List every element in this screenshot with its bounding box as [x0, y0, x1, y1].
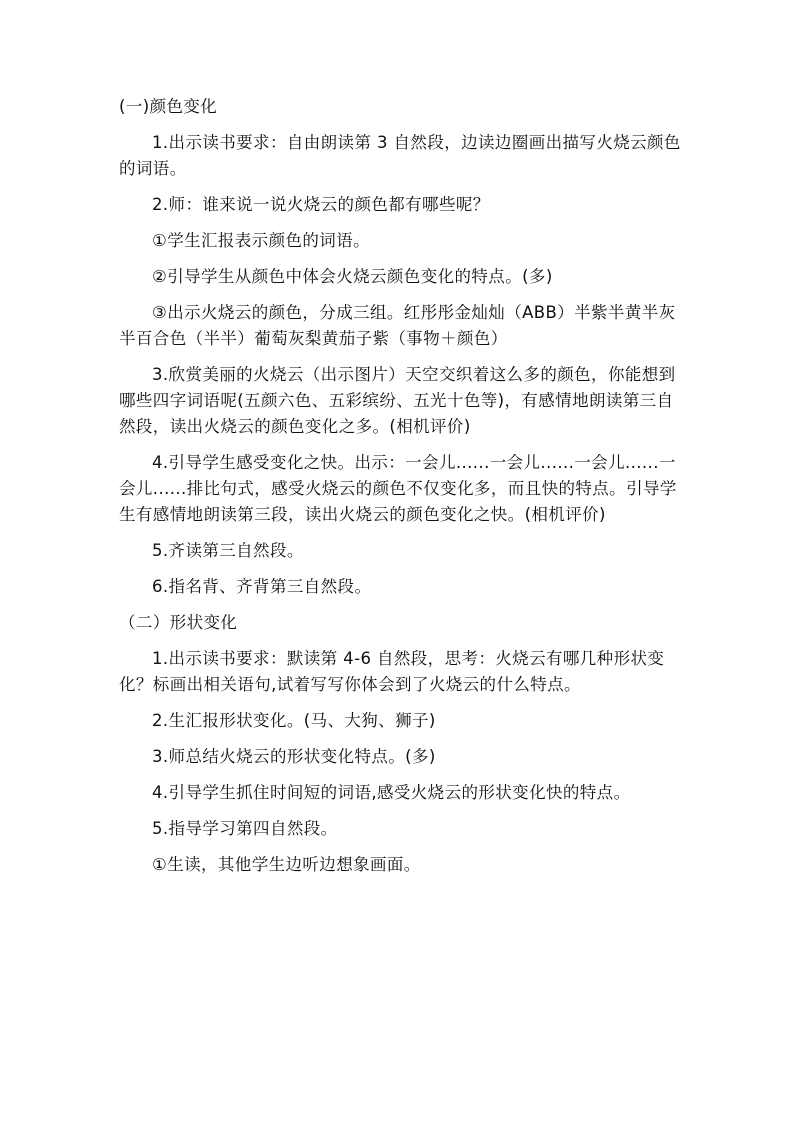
paragraph: 3.欣赏美丽的火烧云（出示图片）天空交织着这么多的颜色，你能想到哪些四字词语呢(五颜六色、五彩缤纷、五光十色等)，有感情地朗读第三自然段，读出火烧云的颜色变化之多。(相机评价) [119, 365, 676, 436]
paragraph: 6.指名背、齐背第三自然段。 [152, 577, 372, 596]
paragraph: 1.出示读书要求：自由朗读第 3 自然段，边读边圈画出描写火烧云颜色的词语。 [119, 133, 681, 178]
paragraph: ③出示火烧云的颜色，分成三组。红彤彤金灿灿（ABB）半紫半黄半灰半百合色（半半）葡萄灰梨黄茄子紫（事物＋颜色） [119, 303, 676, 348]
paragraph: 5.指导学习第四自然段。 [152, 819, 338, 838]
paragraph: 2.生汇报形状变化。(马、大狗、狮子) [152, 711, 436, 730]
section-heading-shape: （二）形状变化 [119, 613, 238, 632]
paragraph: 5.齐读第三自然段。 [152, 541, 304, 560]
paragraph: ①生读，其他学生边听边想象画面。 [152, 855, 421, 874]
section-heading-color: (一)颜色变化 [119, 97, 218, 116]
paragraph: 3.师总结火烧云的形状变化特点。(多) [152, 747, 436, 766]
paragraph: 1.出示读书要求：默读第 4-6 自然段，思考：火烧云有哪几种形状变化？标画出相关语句,试着写写你体会到了火烧云的什么特点。 [119, 649, 665, 694]
document-body [119, 94, 681, 888]
paragraph: 2.师：谁来说一说火烧云的颜色都有哪些呢？ [152, 195, 490, 214]
paragraph: ②引导学生从颜色中体会火烧云颜色变化的特点。(多) [152, 267, 553, 286]
paragraph: ①学生汇报表示颜色的词语。 [152, 231, 370, 250]
paragraph: 4.引导学生抓住时间短的词语,感受火烧云的形状变化快的特点。 [152, 783, 631, 802]
paragraph: 4.引导学生感受变化之快。出示：一会儿......一会儿......一会儿......一会儿......排比句式，感受火烧云的颜色不仅变化多，而且快的特点。引导学生有感情地朗读第三段，读出火烧云的颜色变化之快。(相机评价) [119, 453, 677, 524]
